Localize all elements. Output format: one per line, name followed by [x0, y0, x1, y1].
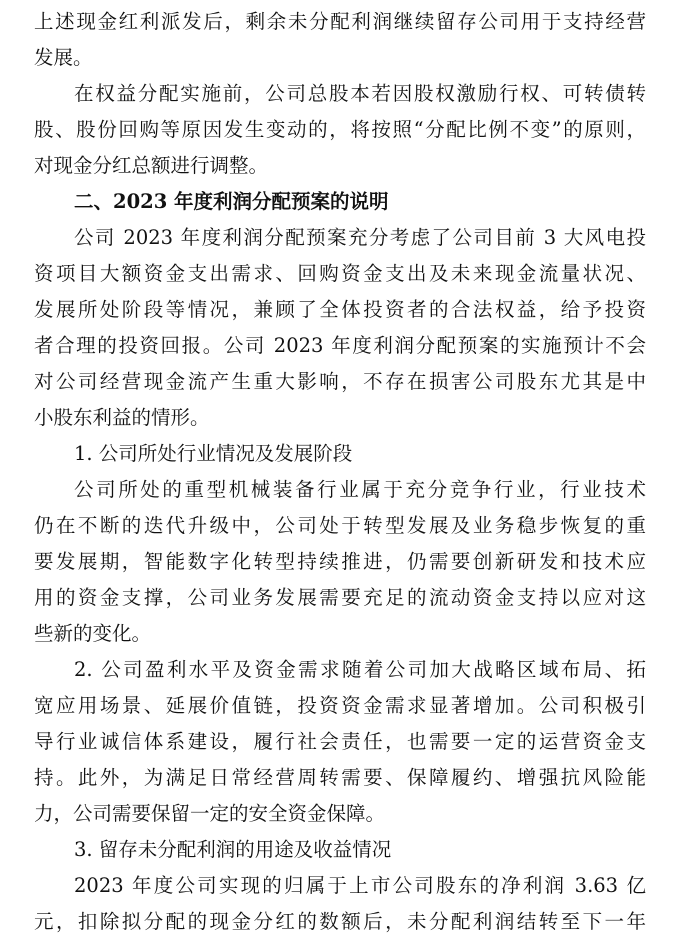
paragraph-line: 2023 年度公司实现的归属于上市公司股东的净利润 3.63 亿: [74, 874, 646, 897]
paragraph-line: 股、股份回购等原因发生变动的，将按照“分配比例不变”的原则，: [34, 118, 646, 141]
paragraph-line: 公司 2023 年度利润分配预案充分考虑了公司目前 3 大风电投: [74, 226, 646, 249]
paragraph-line: 用的资金支撑，公司业务发展需要充足的流动资金支持以应对这: [34, 586, 646, 609]
paragraph-line: 力，公司需要保留一定的安全资金保障。: [34, 802, 386, 825]
subsection-heading: 1. 公司所处行业情况及发展阶段: [74, 442, 353, 465]
paragraph-line: 要发展期，智能数字化转型持续推进，仍需要创新研发和技术应: [34, 550, 646, 573]
subsection-heading: 3. 留存未分配利润的用途及收益情况: [74, 838, 392, 861]
paragraph-line: 发展。: [34, 46, 93, 69]
paragraph-line: 些新的变化。: [34, 622, 152, 645]
paragraph-line: 对现金分红总额进行调整。: [34, 154, 269, 177]
paragraph-line: 在权益分配实施前，公司总股本若因股权激励行权、可转债转: [74, 82, 646, 105]
paragraph-line: 元，扣除拟分配的现金分红的数额后，未分配利润结转至下一年: [34, 910, 646, 933]
paragraph-line: 小股东利益的情形。: [34, 406, 210, 429]
paragraph-line: 宽应用场景、延展价值链，投资资金需求显著增加。公司积极引: [34, 694, 646, 717]
paragraph-line: 对公司经营现金流产生重大影响，不存在损害公司股东尤其是中: [34, 370, 646, 393]
paragraph-line: 发展所处阶段等情况，兼顾了全体投资者的合法权益，给予投资: [34, 298, 646, 321]
section-heading: 二、2023 年度利润分配预案的说明: [74, 190, 389, 213]
paragraph-line: 持。此外，为满足日常经营周转需要、保障履约、增强抗风险能: [34, 766, 646, 789]
paragraph-line: 仍在不断的迭代升级中，公司处于转型发展及业务稳步恢复的重: [34, 514, 646, 537]
paragraph-line: 导行业诚信体系建设，履行社会责任，也需要一定的运营资金支: [34, 730, 646, 753]
paragraph-line: 上述现金红利派发后，剩余未分配利润继续留存公司用于支持经营: [34, 10, 646, 33]
paragraph-line: 资项目大额资金支出需求、回购资金支出及未来现金流量状况、: [34, 262, 646, 285]
paragraph-line: 2. 公司盈利水平及资金需求随着公司加大战略区域布局、拓: [74, 658, 646, 681]
paragraph-line: 者合理的投资回报。公司 2023 年度利润分配预案的实施预计不会: [34, 334, 646, 357]
paragraph-line: 公司所处的重型机械装备行业属于充分竞争行业，行业技术: [74, 478, 646, 501]
